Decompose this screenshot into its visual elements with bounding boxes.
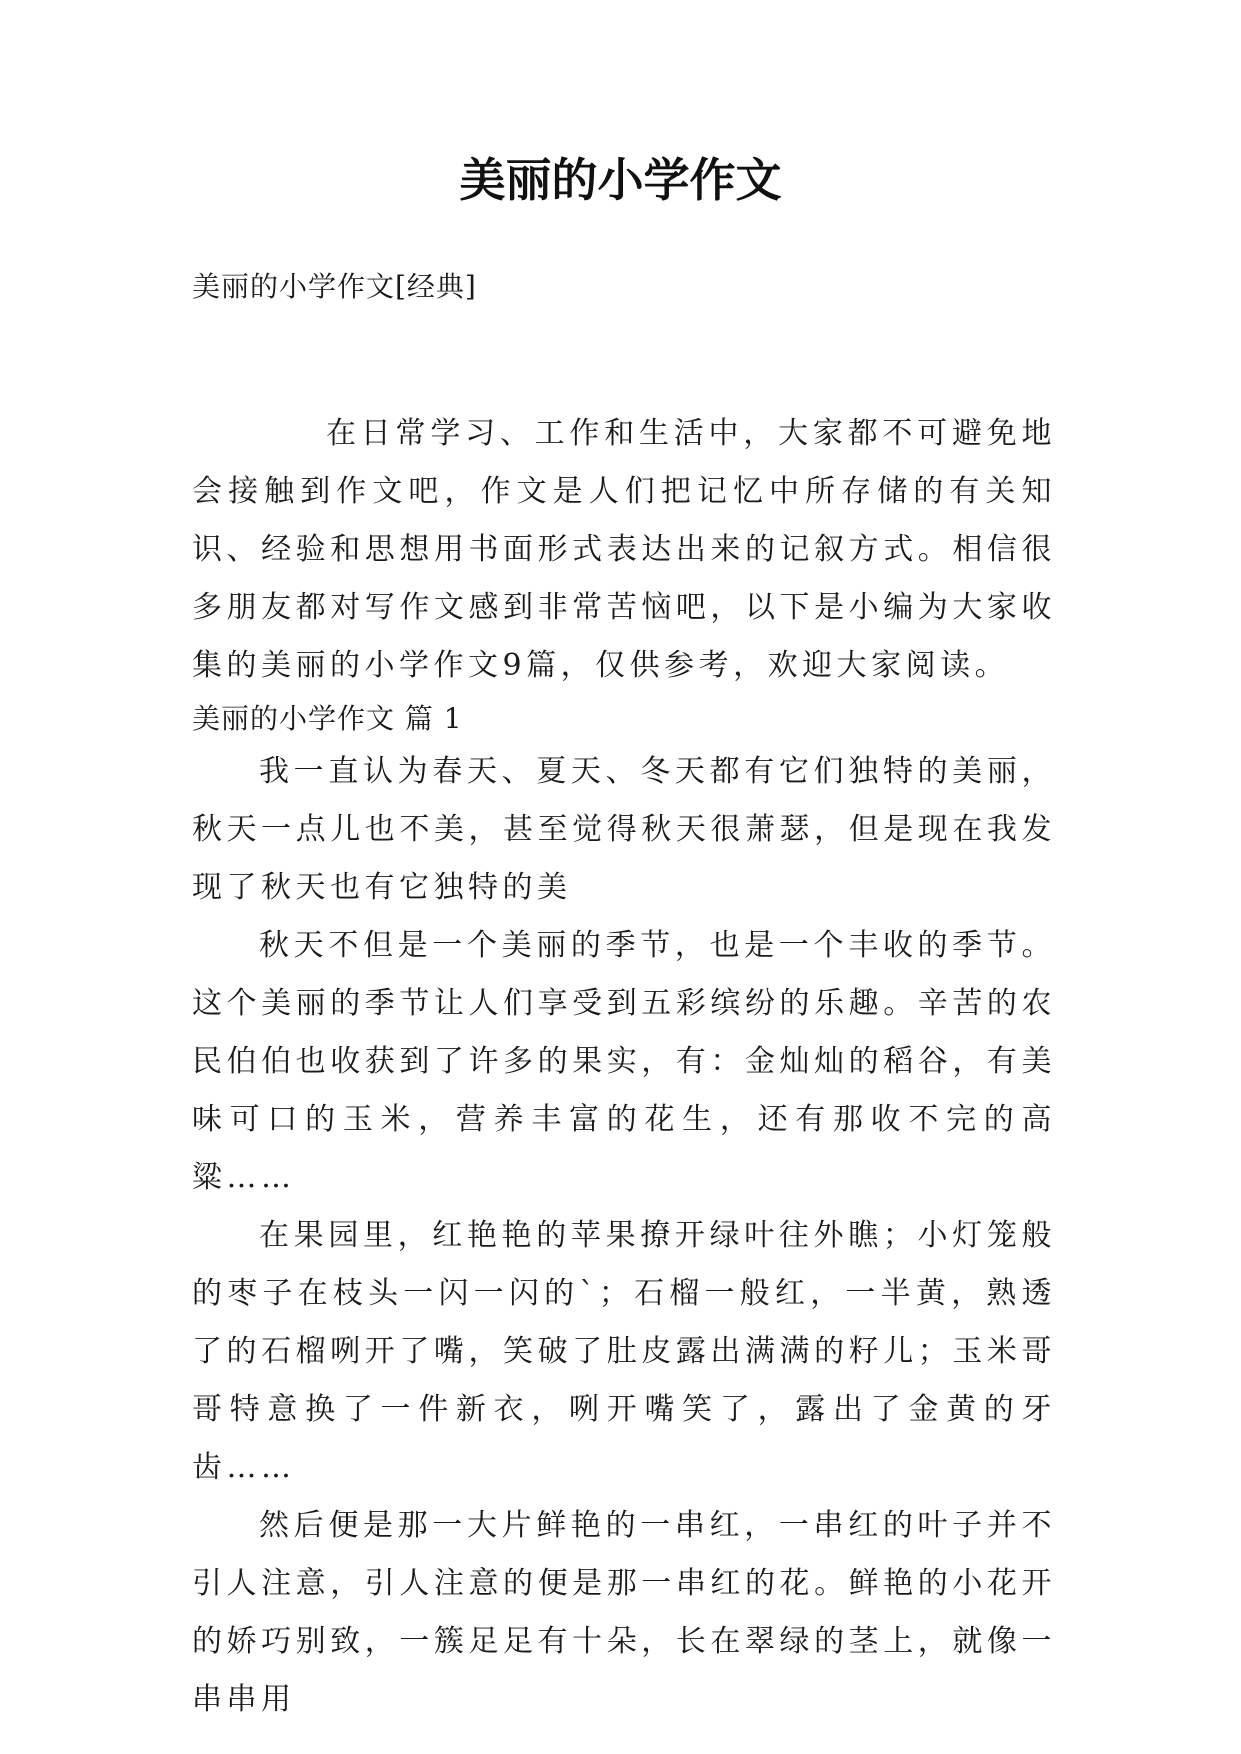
intro-paragraph: 在日常学习、工作和生活中，大家都不可避免地会接触到作文吧，作文是人们把记忆中所存储的有关知识、经验和思想用书面形式表达出来的记叙方式。相信很多朋友都对写作文感到非常苦恼吧，以下是小编为大家收集的美丽的小学作文9篇，仅供参考，欢迎大家阅读。 [192,416,1056,683]
body-paragraph: 然后便是那一大片鲜艳的一串红，一串红的叶子并不引人注意，引人注意的便是那一串红的花。鲜艳的小花开的娇巧别致，一簇足足有十朵，长在翠绿的茎上，就像一串串用 [192,1508,1056,1717]
document-body [192,405,1056,1729]
body-paragraph: 在果园里，红艳艳的苹果撩开绿叶往外瞧；小灯笼般的枣子在枝头一闪一闪的`；石榴一般红，一半黄，熟透了的石榴咧开了嘴，笑破了肚皮露出满满的籽儿；玉米哥哥特意换了一件新衣，咧开嘴笑了，露出了金黄的牙齿…… [192,1218,1056,1485]
section-heading: 美丽的小学作文 篇 1 [192,702,463,735]
document-title: 美丽的小学作文 [459,153,782,207]
body-paragraph: 我一直认为春天、夏天、冬天都有它们独特的美丽，秋天一点儿也不美，甚至觉得秋天很萧瑟，但是现在我发现了秋天也有它独特的美 [192,754,1056,905]
body-paragraph: 秋天不但是一个美丽的季节，也是一个丰收的季节。这个美丽的季节让人们享受到五彩缤纷的乐趣。辛苦的农民伯伯也收获到了许多的果实，有：金灿灿的稻谷，有美味可口的玉米，营养丰富的花生，还有那收不完的高粱…… [192,928,1056,1195]
document-subtitle: 美丽的小学作文[经典] [192,270,477,303]
